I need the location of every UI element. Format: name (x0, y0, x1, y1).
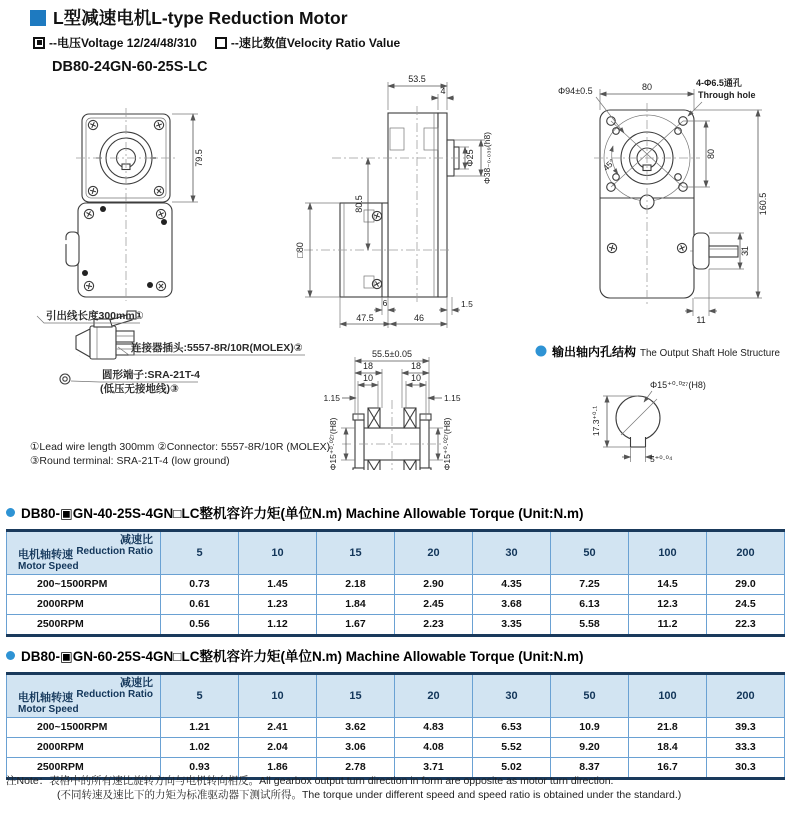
table-row (7, 595, 785, 615)
table-row (7, 575, 785, 595)
hole-structure-title-cn: 输出轴内孔结构 (552, 345, 637, 359)
table-2-header-row (7, 674, 785, 718)
speed-cell: 200~1500RPM (7, 575, 161, 595)
drawing-note-1: ①Lead wire length 300mm ②Connector: 5557-8R/10R (MOLEX) (30, 441, 331, 453)
speed-cell: 2500RPM (7, 758, 161, 779)
table-2-title (6, 645, 785, 665)
ratio-header: 10 (239, 674, 317, 718)
corner-header-cell (7, 531, 161, 575)
section-bullet-icon (536, 346, 547, 357)
torque-cell: 1.02 (161, 738, 239, 758)
shaft-width-dim: 55.5±0.05 (372, 349, 412, 359)
rear-w80-dim: 80 (641, 82, 653, 92)
table-row (7, 738, 785, 758)
torque-cell: 0.93 (161, 758, 239, 779)
torque-cell: 3.06 (317, 738, 395, 758)
torque-cell: 5.52 (473, 738, 551, 758)
torque-cell: 4.83 (395, 718, 473, 738)
torque-cell: 29.0 (707, 575, 785, 595)
front-view-drawing (66, 108, 204, 301)
torque-cell: 3.71 (395, 758, 473, 779)
bullet-icon (6, 508, 15, 517)
table-row (7, 718, 785, 738)
torque-cell: 1.84 (317, 595, 395, 615)
page-header (30, 5, 348, 30)
torque-cell: 4.35 (473, 575, 551, 595)
model-number: DB80-24GN-60-25S-LC (52, 59, 208, 75)
shaft-10-left: 10 (362, 373, 374, 383)
page-title: L型减速电机L-type Reduction Motor (53, 8, 348, 28)
shaft-10-right: 10 (410, 373, 422, 383)
torque-table-1 (6, 529, 785, 637)
terminal-label-line1: 圆形端子:SRA-21T-4 (102, 369, 201, 381)
torque-cell: 16.7 (629, 758, 707, 779)
hole-d15-dim: Φ15⁺⁰·⁰²⁷(H8) (650, 380, 706, 390)
shaft-d15-right: Φ15⁺⁰·⁰²⁷(H8) (442, 417, 452, 470)
footnote (6, 774, 681, 802)
torque-cell: 1.23 (239, 595, 317, 615)
torque-cell: 3.62 (317, 718, 395, 738)
ratio-header: 5 (161, 674, 239, 718)
hole-key-width-dim: 5⁺⁰·⁰⁴ (650, 454, 673, 464)
side-sq80-dim: □80 (295, 242, 305, 258)
torque-cell: 2.23 (395, 615, 473, 636)
rear-view-drawing (558, 77, 768, 325)
output-shaft-hole-drawing (536, 344, 781, 464)
reduction-ratio-header: 减速比 Reduction Ratio (76, 534, 153, 558)
terminal-label-line2: (低压无接地线)③ (100, 383, 179, 395)
ratio-header: 5 (161, 531, 239, 575)
rear-holes-cn: 4-Φ6.5通孔 (696, 78, 742, 88)
torque-cell: 0.56 (161, 615, 239, 636)
side-width-dim: 53.5 (408, 74, 426, 84)
table-2-title-text: DB80-▣GN-60-25S-4GN□LC整机容许力矩(单位N.m) Machine Allowable Torque (Unit:N.m) (21, 649, 584, 664)
torque-cell: 1.12 (239, 615, 317, 636)
side-h805-dim: 80.5 (354, 195, 364, 213)
torque-cell: 12.3 (629, 595, 707, 615)
torque-cell: 2.45 (395, 595, 473, 615)
shaft-18-right: 18 (410, 361, 422, 371)
torque-cell: 10.9 (551, 718, 629, 738)
open-square-icon (215, 37, 227, 49)
legend-row (33, 34, 400, 51)
side-d475-dim: 47.5 (356, 313, 374, 323)
speed-cell: 2000RPM (7, 738, 161, 758)
voltage-legend (33, 34, 197, 51)
side-d25-dim: Φ25 (465, 149, 475, 167)
torque-cell: 5.58 (551, 615, 629, 636)
torque-cell: 3.35 (473, 615, 551, 636)
motor-speed-header: 电机轴转速 Motor Speed (18, 691, 79, 715)
side-d6-dim: 6 (382, 298, 388, 308)
torque-cell: 33.3 (707, 738, 785, 758)
speed-cell: 2000RPM (7, 595, 161, 615)
technical-drawings (0, 70, 790, 470)
torque-table-1-section (6, 502, 785, 637)
connector-label: 连接器插头:5557-8R/10R(MOLEX)② (131, 342, 303, 354)
lead-wire-label: 引出线长度300mm① (46, 310, 144, 322)
rear-holes-en: Through hole (698, 90, 756, 100)
torque-cell: 1.86 (239, 758, 317, 779)
shaft-115-right: 1.15 (444, 393, 461, 403)
torque-cell: 22.3 (707, 615, 785, 636)
bullet-icon (6, 651, 15, 660)
ratio-header: 20 (395, 531, 473, 575)
rear-d94-dim: Φ94±0.5 (558, 86, 593, 96)
torque-cell: 2.04 (239, 738, 317, 758)
torque-cell: 2.41 (239, 718, 317, 738)
ratio-legend-label: --速比数值Velocity Ratio Value (230, 36, 401, 50)
torque-cell: 11.2 (629, 615, 707, 636)
footnote-line-1: 注Note：表格中的所有速比旋转方向与电机转向相反。All gearbox output turn direction in form are opposite as motor turn direction. (6, 775, 614, 787)
drawing-note-2: ③Round terminal: SRA-21T-4 (low ground) (30, 455, 230, 467)
torque-table-2 (6, 672, 785, 780)
torque-table-2-section (6, 645, 785, 780)
torque-cell: 6.53 (473, 718, 551, 738)
table-row (7, 615, 785, 636)
torque-cell: 2.90 (395, 575, 473, 595)
motor-speed-header: 电机轴转速 Motor Speed (18, 548, 79, 572)
ratio-header: 50 (551, 531, 629, 575)
torque-cell: 2.78 (317, 758, 395, 779)
ratio-header: 30 (473, 531, 551, 575)
torque-cell: 6.13 (551, 595, 629, 615)
corner-header-cell (7, 674, 161, 718)
torque-cell: 8.37 (551, 758, 629, 779)
speed-cell: 200~1500RPM (7, 718, 161, 738)
table-1-title (6, 502, 785, 522)
side-d46-dim: 46 (413, 313, 425, 323)
reduction-ratio-header: 减速比 Reduction Ratio (76, 677, 153, 701)
torque-cell: 2.18 (317, 575, 395, 595)
table-1-header-row (7, 531, 785, 575)
torque-cell: 39.3 (707, 718, 785, 738)
ratio-header: 20 (395, 674, 473, 718)
table-1-title-text: DB80-▣GN-40-25S-4GN□LC整机容许力矩(单位N.m) Machine Allowable Torque (Unit:N.m) (21, 506, 584, 521)
rear-h80-dim: 80 (706, 148, 716, 160)
torque-cell: 18.4 (629, 738, 707, 758)
torque-cell: 1.67 (317, 615, 395, 636)
side-d38-dim: Φ38₋₀.₀₃₉(h8) (482, 131, 492, 185)
ratio-header: 15 (317, 531, 395, 575)
torque-cell: 30.3 (707, 758, 785, 779)
ratio-header: 30 (473, 674, 551, 718)
torque-cell: 9.20 (551, 738, 629, 758)
torque-cell: 1.45 (239, 575, 317, 595)
footnote-line-2: (不同转速及速比下的力矩为标准驱动器下测试所得。The torque under different speed and speed ratio is obtained under the standard.) (57, 789, 682, 802)
torque-cell: 14.5 (629, 575, 707, 595)
rear-h1605-dim: 160.5 (758, 192, 768, 216)
shaft-115-left: 1.15 (323, 393, 340, 403)
torque-cell: 24.5 (707, 595, 785, 615)
ratio-header: 50 (551, 674, 629, 718)
rear-d31-dim: 31 (740, 245, 750, 257)
shaft-section-drawing (323, 349, 460, 470)
hole-structure-title-en: The Output Shaft Hole Structure (640, 348, 780, 359)
side-view-drawing (295, 74, 492, 328)
shaft-d15-left: Φ15⁺⁰·⁰²⁷(H8) (328, 417, 338, 470)
side-d15-dim: 1.5 (461, 299, 473, 309)
filled-square-icon (33, 37, 45, 49)
voltage-legend-label: --电压Voltage 12/24/48/310 (49, 36, 197, 50)
ratio-header: 200 (707, 531, 785, 575)
ratio-legend (215, 34, 400, 51)
ratio-header: 200 (707, 674, 785, 718)
ratio-header: 10 (239, 531, 317, 575)
ratio-header: 100 (629, 674, 707, 718)
torque-cell: 7.25 (551, 575, 629, 595)
torque-cell: 21.8 (629, 718, 707, 738)
rear-d11-dim: 11 (696, 315, 706, 325)
ratio-header: 15 (317, 674, 395, 718)
shaft-18-left: 18 (362, 361, 374, 371)
torque-cell: 5.02 (473, 758, 551, 779)
torque-cell: 3.68 (473, 595, 551, 615)
torque-cell: 1.21 (161, 718, 239, 738)
ratio-header: 100 (629, 531, 707, 575)
torque-cell: 0.61 (161, 595, 239, 615)
speed-cell: 2500RPM (7, 615, 161, 636)
rear-45deg-label: 45° (600, 156, 617, 173)
torque-cell: 0.73 (161, 575, 239, 595)
title-square-icon (30, 10, 46, 26)
side-flange-dim: 4 (440, 86, 446, 96)
torque-cell: 4.08 (395, 738, 473, 758)
front-height-dim: 79.5 (194, 149, 204, 167)
hole-height-dim: 17.3⁺⁰·¹ (591, 405, 601, 437)
